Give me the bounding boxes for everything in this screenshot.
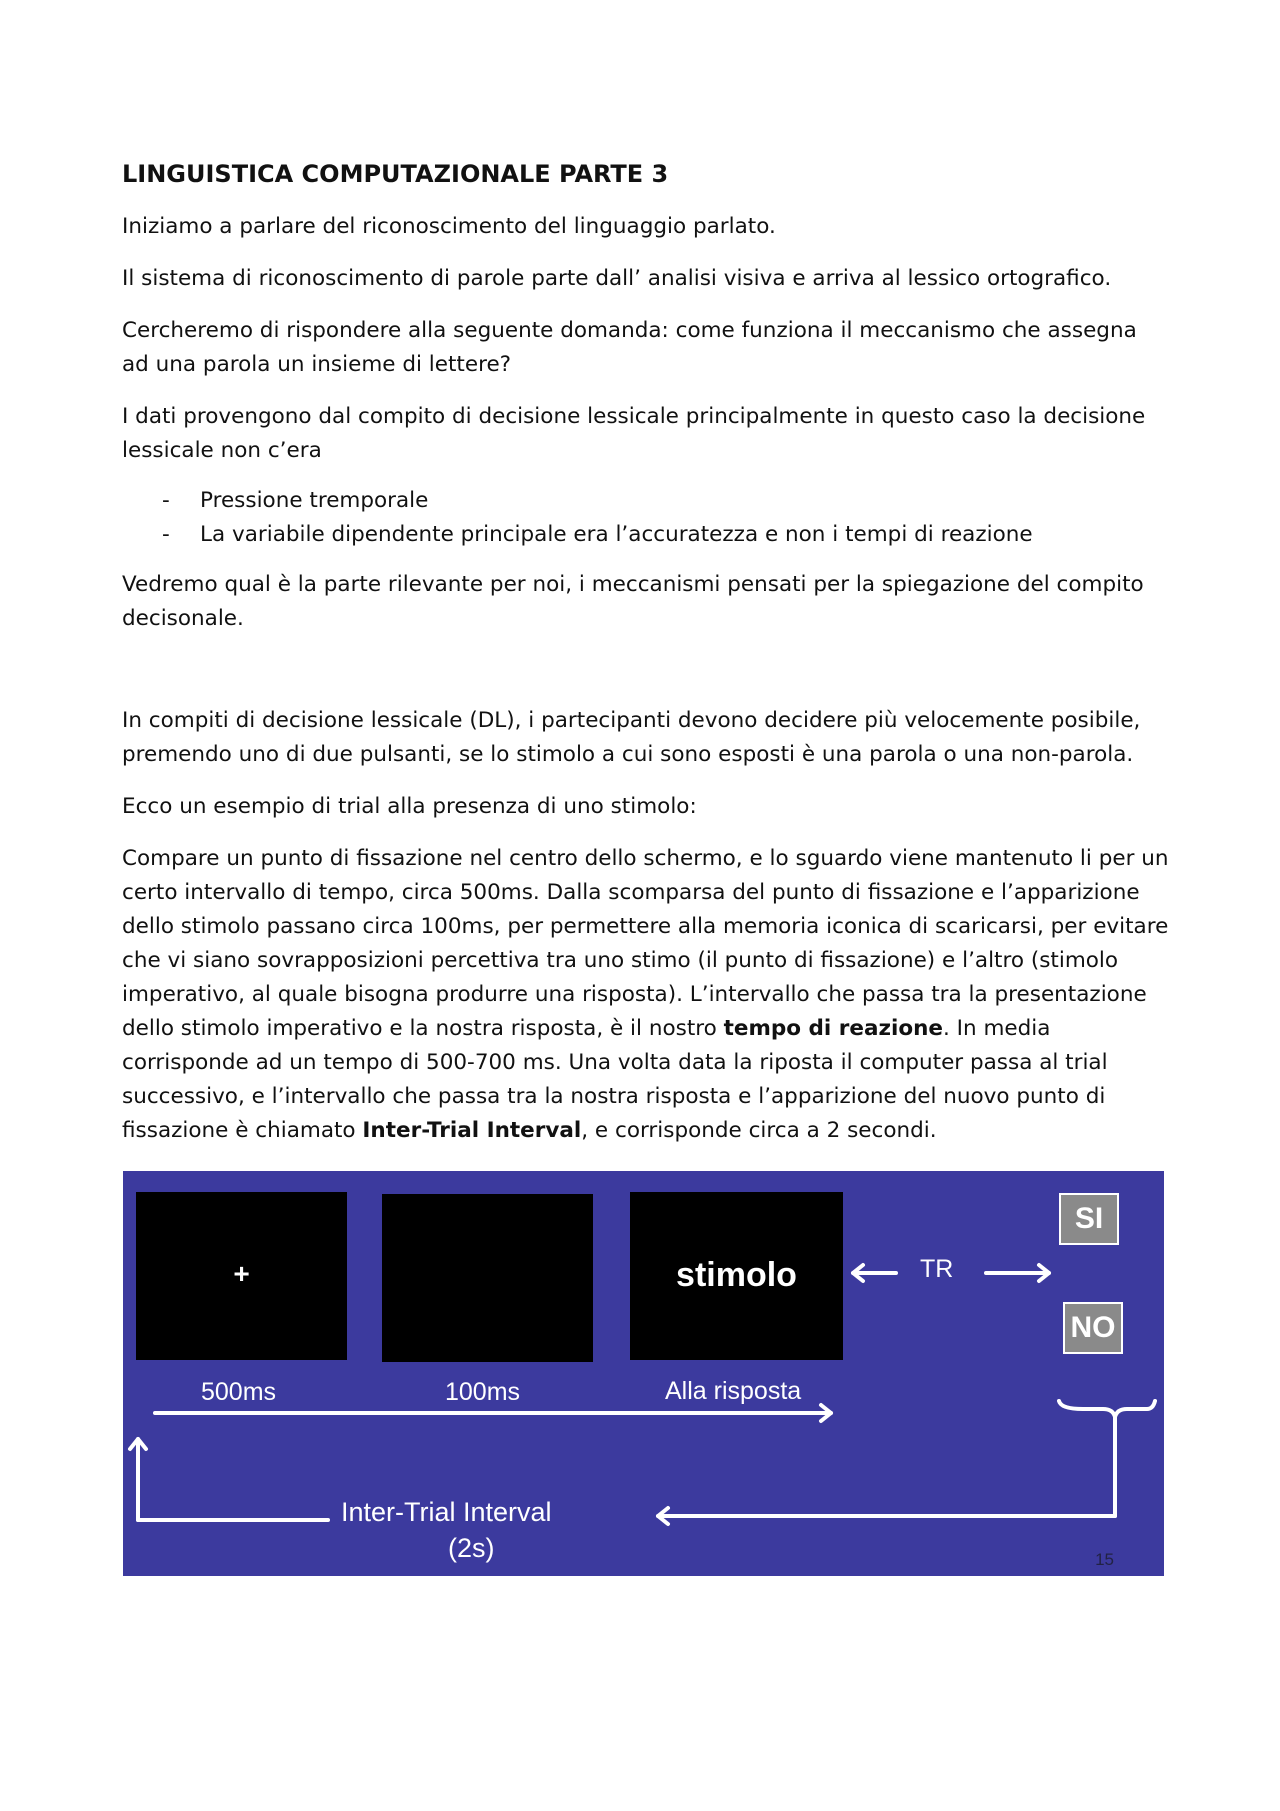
paragraph-data-source: I dati provengono dal compito di decisione lessicale principalmente in questo caso la decisione lessicale non c’era <box>122 404 1146 463</box>
paragraph-intro: Iniziamo a parlare del riconoscimento del linguaggio parlato. <box>122 214 776 239</box>
response-brace <box>1059 1401 1155 1417</box>
paragraph-question: Cercheremo di rispondere alla seguente domanda: come funziona il meccanismo che assegna ad una parola un insieme di lettere? <box>122 318 1137 377</box>
iti-duration: (2s) <box>448 1533 495 1563</box>
list-item: - La variabile dipendente principale era l’accuratezza e non i tempi di reazione <box>162 522 1033 547</box>
label-500ms: 500ms <box>201 1378 277 1406</box>
stimulus-screen <box>630 1192 843 1360</box>
paragraph-relevance: Vedremo qual è la parte rilevante per noi, i meccanismi pensati per la spiegazione del compito decisonale. <box>122 572 1144 631</box>
paragraph-lexical-decision: In compiti di decisione lessicale (DL), i partecipanti devono decidere più velocemente posibile, premendo uno di due pulsanti, se lo stimolo a cui sono esposti è una parola o una non-parola. <box>122 708 1141 767</box>
trial-diagram <box>123 1171 1164 1576</box>
label-100ms: 100ms <box>445 1378 521 1406</box>
list-item: - Pressione tremporale <box>162 488 429 513</box>
bold-inter-trial-interval: Inter-Trial Interval <box>362 1118 582 1143</box>
paragraph-recognition-system: Il sistema di riconoscimento di parole parte dall’ analisi visiva e arriva al lessico ortografico. <box>122 266 1112 291</box>
iti-label: Inter-Trial Interval <box>341 1497 552 1527</box>
fixation-screen <box>136 1192 347 1360</box>
tr-label: TR <box>920 1255 954 1283</box>
paragraph-example-intro: Ecco un esempio di trial alla presenza di uno stimolo: <box>122 794 697 819</box>
slide-number: 15 <box>1095 1550 1114 1569</box>
page-title: LINGUISTICA COMPUTAZIONALE PARTE 3 <box>122 160 669 188</box>
bullet-list <box>122 484 1170 552</box>
fixation-cross: + <box>233 1258 250 1289</box>
paragraph-trial-description: Compare un punto di fissazione nel centro dello schermo, e lo sguardo viene mantenuto li per un certo intervallo di tempo, circa 500ms. Dalla scomparsa del punto di fissazione e l’apparizione dello stimolo passano circa 100ms, per permettere alla memoria iconica di scaricarsi, per evitare che vi siano sovrapposizioni percettiva tra uno stimo (il punto di fissazione) e l’altro (stimolo imperativo, al quale bisogna produrre una risposta). L’intervallo che passa tra la presentazione dello stimolo imperativo e la nostra risposta, è il nostro tempo di reazione. In media corrisponde ad un tempo di 500-700 ms. Una volta data la riposta il computer passa al trial successivo, e l’intervallo che passa tra la nostra risposta e l’apparizione del nuovo punto di fissazione è chiamato Inter-Trial Interval, e corrisponde circa a 2 secondi. <box>122 846 1169 1143</box>
no-button: NO <box>1063 1302 1123 1354</box>
stimulus-label: stimolo <box>676 1256 797 1294</box>
blank-screen <box>382 1194 593 1362</box>
label-alla-risposta: Alla risposta <box>665 1377 802 1405</box>
bold-reaction-time: tempo di reazione <box>723 1016 943 1041</box>
si-button: SI <box>1059 1193 1119 1245</box>
document-page <box>122 158 1170 1166</box>
